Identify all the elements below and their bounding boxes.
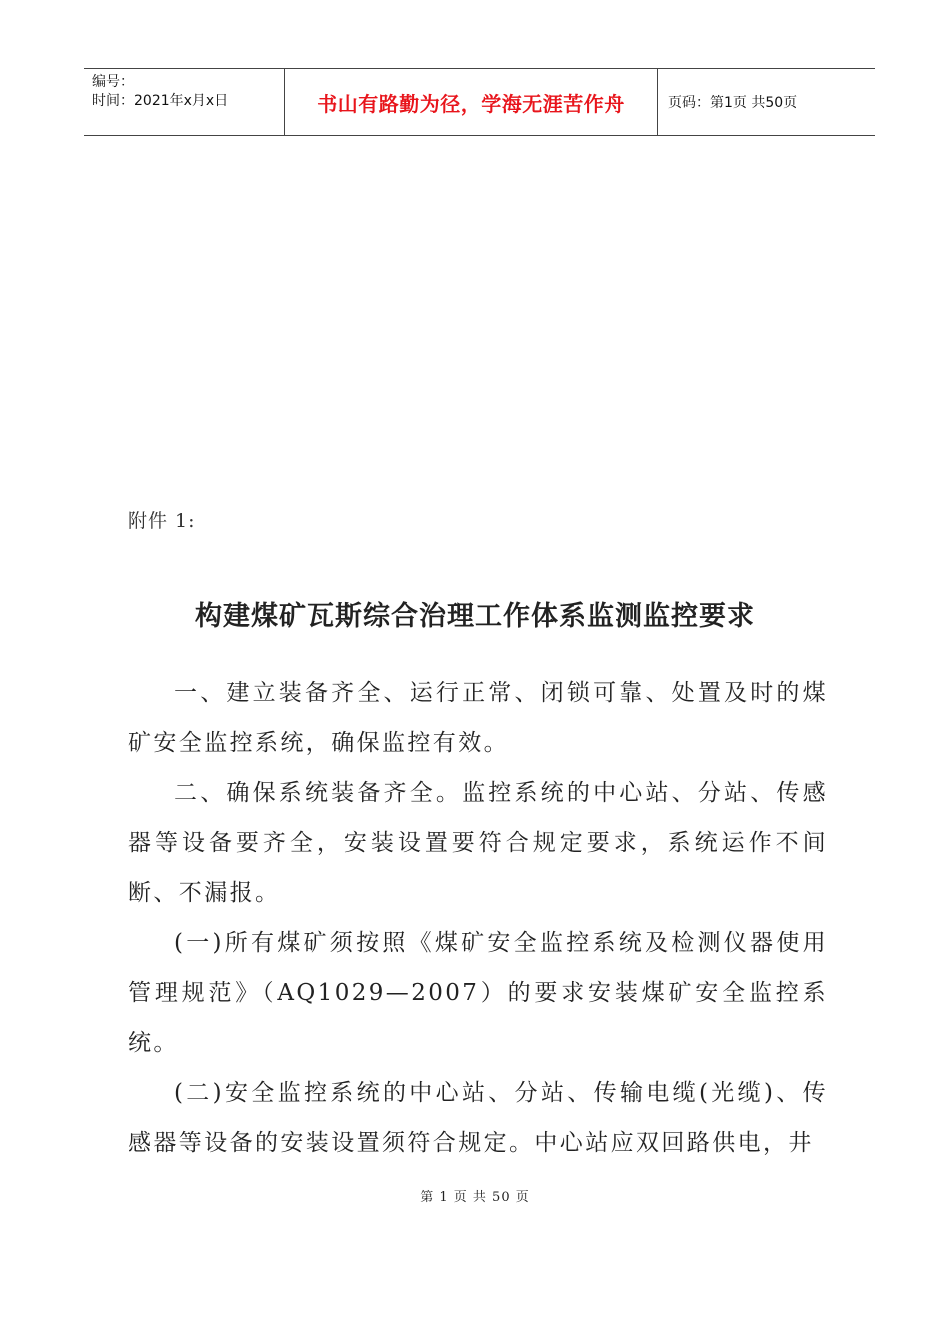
document-title: 构建煤矿瓦斯综合治理工作体系监测监控要求 [195,601,755,632]
header-page-info: 页码：第1页 共50页 [668,95,798,111]
document-body [128,668,828,1168]
document-time-label: 时间：2021年x月x日 [92,93,229,109]
document-number-label: 编号： [92,74,134,90]
header-left-cell [84,69,285,135]
paragraph: 一、建立装备齐全、运行正常、闭锁可靠、处置及时的煤矿安全监控系统，确保监控有效。 [128,680,828,756]
header-table [84,68,875,136]
paragraph: 二、确保系统装备齐全。监控系统的中心站、分站、传感器等设备要齐全，安装设置要符合规定要求，系统运作不间断、不漏报。 [128,780,828,906]
paragraph: (二)安全监控系统的中心站、分站、传输电缆(光缆)、传感器等设备的安装设置须符合规定。中心站应双回路供电，井 [128,1080,828,1156]
paragraph: (一)所有煤矿须按照《煤矿安全监控系统及检测仪器使用管理规范》（AQ1029—2007）的要求安装煤矿安全监控系统。 [128,930,828,1056]
page-footer: 第 1 页 共 50 页 [420,1190,530,1205]
annex-label: 附件 1: [128,510,196,532]
header-motto: 书山有路勤为径，学海无涯苦作舟 [285,69,658,135]
